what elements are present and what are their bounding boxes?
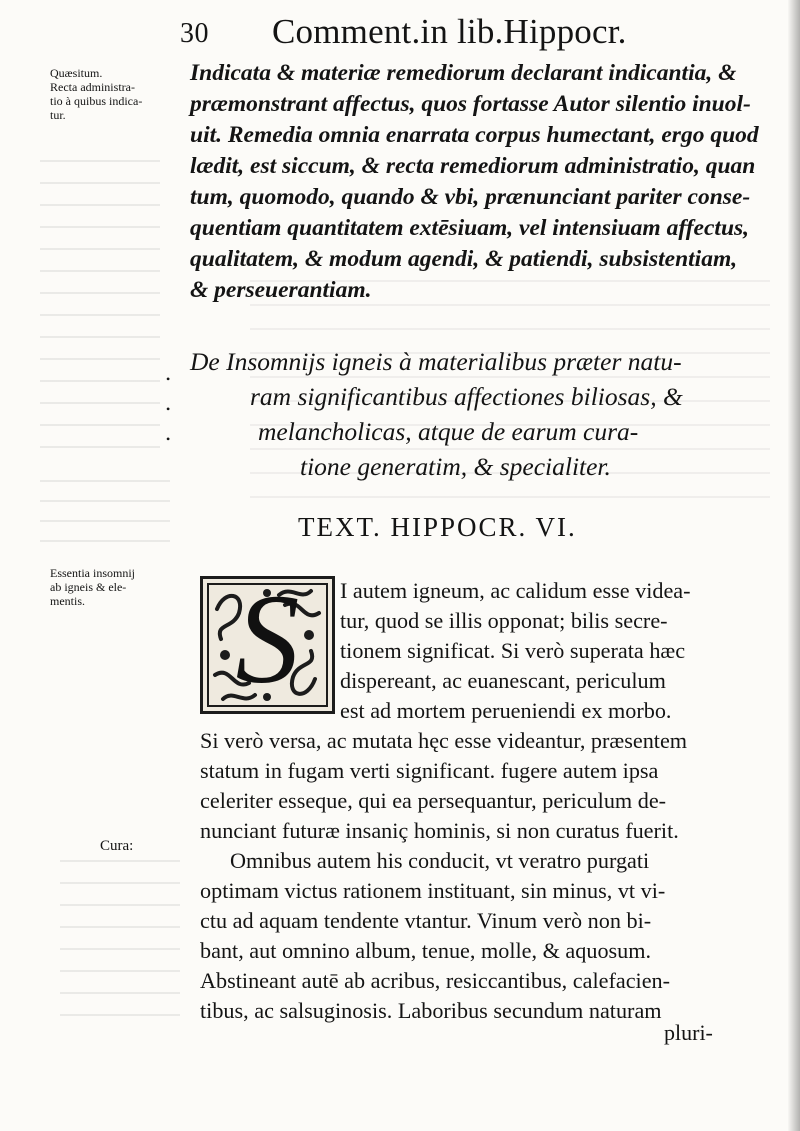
heading-line: De Insomnijs igneis à materialibus præter natu- [190,347,682,376]
body-line: tibus, ac salsuginosis. Laboribus secundum naturam [200,998,662,1023]
margin-note-line: Essentia insomnij [50,566,135,580]
body-line: tionem significat. Si verò superata hæc [340,638,686,663]
margin-note-quaesitum [50,66,142,122]
margin-note-line: Recta administra- [50,80,135,94]
body-line: statum in fugam verti significant. fugere autem ipsa [200,758,659,783]
body-line: I autem igneum, ac calidum esse videa- [340,578,691,603]
intro-line: uit. Remedia omnia enarrata corpus humectant, ergo quod [190,122,759,148]
body-line: celeriter esseque, qui ea persequantur, periculum de- [200,788,667,813]
heading-line: ram significantibus affectiones biliosas, & [250,382,683,411]
margin-note-line: ab igneis & ele- [50,580,127,594]
marginal-marks: • • • [166,372,171,446]
intro-line: quentiam quantitatem extēsiuam, vel intensiuam affectus, [190,215,750,241]
heading-line: melancholicas, atque de earum cura- [258,417,639,446]
body-line: dispereant, ac euanescant, periculum [340,668,666,693]
margin-note-line: tio à quibus indica- [50,94,143,108]
intro-line: lædit, est siccum, & recta remediorum administratio, quan [190,153,756,179]
drop-cap [200,568,335,714]
body-line: est ad mortem perueniendi ex morbo. [340,698,672,723]
intro-line: tum, quomodo, quando & vbi, prænunciant pariter conse- [190,184,751,210]
bleed-through-texture [40,160,160,460]
body-line: ctu ad aquam tendente vtantur. Vinum verò non bi- [200,908,652,933]
body-line: Si verò versa, ac mutata hęc esse videantur, præsentem [200,728,688,753]
margin-note-line: tur. [50,108,66,122]
text-number-label: TEXT. HIPPOCR. VI. [298,512,577,542]
body-line: bant, aut omnino album, tenue, molle, & aquosum. [200,938,652,963]
intro-line: qualitatem, & modum agendi, & patiendi, subsistentiam, [190,246,738,272]
body-line: optimam victus rationem instituant, sin minus, vt vi- [200,878,666,903]
bleed-through-texture [40,480,170,560]
body-line: nunciant futuræ insaniç hominis, si non curatus fuerit. [200,818,679,843]
intro-line: præmonstrant affectus, quos fortasse Autor silentio inuol- [190,91,751,117]
margin-note-line: mentis. [50,594,85,608]
page-number: 30 [180,18,209,49]
body-line: tur, quod se illis opponat; bilis secre- [340,608,668,633]
intro-line: Indicata & materiæ remediorum declarant indicantia, & [190,60,737,86]
margin-note-essentia [50,566,135,608]
bleed-through-texture [60,860,180,1020]
heading-line: tione generatim, & specialiter. [300,452,611,481]
body-line: Abstineant autē ab acribus, resiccantibus, calefacien- [200,968,671,993]
margin-note-line: Quæsitum. [50,66,103,80]
drop-cap-letter: S [235,568,300,710]
page-edge-shadow [788,0,800,1131]
intro-line: & perseuerantiam. [190,277,372,303]
body-line: Omnibus autem his conducit, vt veratro purgati [230,848,650,873]
catchword: pluri- [664,1020,713,1045]
margin-note-cura: Cura: [100,838,134,854]
running-head-title: Comment.in lib.Hippocr. [272,12,627,51]
